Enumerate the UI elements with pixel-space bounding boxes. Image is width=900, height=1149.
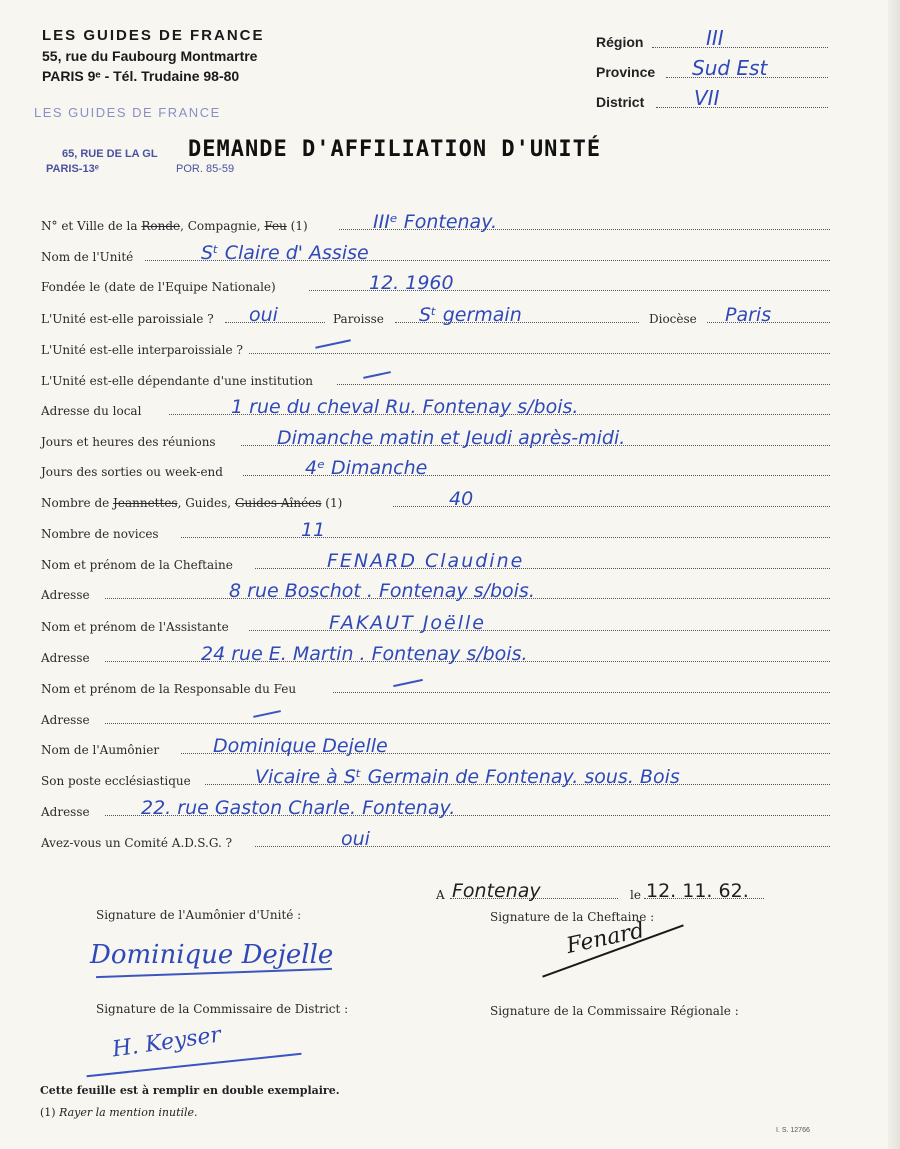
premises-value[interactable]: 1 rue du cheval Ru. Fontenay s/bois.	[231, 396, 579, 418]
district-signature-label: Signature de la Commissaire de District :	[96, 1002, 349, 1016]
novices-value[interactable]: 11	[301, 519, 326, 541]
field-committee	[41, 826, 830, 852]
place-date	[436, 880, 766, 904]
paper-edge	[888, 0, 900, 1149]
field-label: Adresse	[41, 805, 90, 819]
blank-dash	[253, 710, 281, 717]
leader-name-value[interactable]: FENARD Claudine	[327, 550, 525, 572]
field-leader-name	[41, 548, 830, 574]
district-line	[656, 107, 828, 108]
leader-address-value[interactable]: 8 rue Boschot . Fontenay s/bois.	[229, 580, 535, 602]
rubber-stamp	[34, 105, 235, 175]
province-row	[596, 56, 828, 86]
field-label: Nom de l'Aumônier	[41, 743, 160, 757]
regional-signature-label: Signature de la Commissaire Régionale :	[490, 1004, 739, 1018]
field-label: Jours des sorties ou week-end	[41, 465, 223, 479]
parish-answer[interactable]: oui	[249, 304, 278, 326]
field-label: L'Unité est-elle paroissiale ?	[41, 312, 214, 326]
field-fire-name	[41, 672, 830, 698]
label-part: N° et Ville de la	[41, 219, 142, 233]
field-count	[41, 486, 830, 512]
region-block	[596, 26, 828, 116]
district-label: District	[596, 94, 645, 110]
stamp-address: 65, RUE DE LA GL	[62, 148, 158, 160]
field-label: Son poste ecclésiastique	[41, 774, 191, 788]
footer-note: Cette feuille est à remplir en double exemplaire.	[40, 1084, 340, 1097]
committee-value[interactable]: oui	[341, 828, 370, 850]
diocese-value[interactable]: Paris	[725, 304, 772, 326]
label-struck: Guides Aînées	[234, 496, 322, 510]
outings-value[interactable]: 4ᵉ Dimanche	[305, 457, 428, 479]
field-line	[249, 353, 830, 354]
footnote	[40, 1106, 198, 1119]
unit-name-value[interactable]: Sᵗ Claire d' Assise	[201, 242, 369, 264]
field-novices	[41, 517, 830, 543]
count-value[interactable]: 40	[449, 488, 474, 510]
province-value[interactable]: Sud Est	[692, 56, 768, 80]
field-premises	[41, 394, 830, 420]
date-value[interactable]: 12. 11. 62.	[646, 880, 749, 902]
blank-dash	[393, 679, 423, 687]
field-unit-name	[41, 240, 830, 266]
form-title: DEMANDE D'AFFILIATION D'UNITÉ	[188, 137, 602, 162]
place-value[interactable]: Fontenay	[452, 880, 541, 902]
stamp-name: LES GUIDES DE FRANCE	[34, 105, 221, 120]
assistant-name-value[interactable]: FAKAUT Joëlle	[329, 612, 486, 634]
field-label: Adresse	[41, 588, 90, 602]
field-fire-address	[41, 703, 830, 729]
field-line	[105, 723, 830, 724]
stamp-phone: POR. 85-59	[176, 163, 235, 175]
label-part: , Compagnie,	[180, 219, 265, 233]
field-label: Nom de l'Unité	[41, 250, 134, 264]
district-signature[interactable]: H. Keyser	[110, 1022, 223, 1063]
district-value[interactable]: VII	[694, 86, 720, 110]
diocese-label: Diocèse	[649, 312, 697, 326]
chaplain-signature-label: Signature de l'Aumônier d'Unité :	[96, 908, 302, 922]
district-row	[596, 86, 828, 116]
field-parish	[41, 302, 830, 328]
field-meetings	[41, 425, 830, 451]
parish-label: Paroisse	[333, 312, 384, 326]
blank-dash	[363, 371, 391, 378]
blank-dash	[315, 339, 351, 348]
field-label: Nom et prénom de la Responsable du Feu	[41, 682, 297, 696]
field-label: Fondée le (date de l'Equipe Nationale)	[41, 280, 276, 294]
field-chaplain-name	[41, 733, 830, 759]
field-line	[333, 692, 830, 693]
label-part: , Guides,	[177, 496, 235, 510]
footnote-text: Rayer la mention inutile.	[59, 1106, 198, 1119]
chaplain-signature[interactable]: Dominique Dejelle	[90, 940, 334, 970]
label-struck: Ronde	[141, 219, 181, 233]
field-line	[181, 537, 830, 538]
field-line	[337, 384, 830, 385]
region-line	[652, 47, 828, 48]
field-label	[41, 496, 342, 510]
field-label: Jours et heures des réunions	[41, 435, 216, 449]
assistant-address-value[interactable]: 24 rue E. Martin . Fontenay s/bois.	[201, 643, 528, 665]
place-prefix: A	[436, 888, 445, 902]
field-label: Avez-vous un Comité A.D.S.G. ?	[41, 836, 233, 850]
label-struck: Feu	[264, 219, 287, 233]
field-label: L'Unité est-elle interparoissiale ?	[41, 343, 243, 357]
field-institution	[41, 364, 830, 390]
field-chaplain-post	[41, 764, 830, 790]
org-name: LES GUIDES DE FRANCE	[42, 27, 265, 44]
organisation-header	[42, 26, 265, 86]
field-label: Adresse du local	[41, 404, 142, 418]
print-reference: I. S. 12766	[776, 1127, 810, 1134]
leader-signature-label: Signature de la Cheftaine :	[490, 910, 655, 924]
footnote-number: (1)	[40, 1106, 56, 1119]
field-chaplain-address	[41, 795, 830, 821]
label-part: (1)	[286, 219, 308, 233]
unit-number-value[interactable]: IIIᵉ Fontenay.	[373, 211, 498, 233]
field-label: Nom et prénom de l'Assistante	[41, 620, 229, 634]
field-leader-address	[41, 578, 830, 604]
field-label: L'Unité est-elle dépendante d'une institution	[41, 374, 314, 388]
field-label: Nombre de novices	[41, 527, 159, 541]
region-label: Région	[596, 34, 644, 50]
label-part: Nombre de	[41, 496, 114, 510]
field-outings	[41, 455, 830, 481]
parish-value[interactable]: Sᵗ germain	[419, 304, 522, 326]
region-value[interactable]: III	[706, 26, 724, 50]
province-label: Province	[596, 64, 656, 80]
org-city-phone: PARIS 9ᵉ - Tél. Trudaine 98-80	[42, 68, 240, 84]
field-interparish	[41, 333, 830, 359]
field-unit-number	[41, 209, 830, 235]
label-struck: Jeannettes	[113, 496, 178, 510]
chaplain-address-value[interactable]: 22. rue Gaston Charle. Fontenay.	[141, 797, 456, 819]
field-label: Adresse	[41, 651, 90, 665]
founded-value[interactable]: 12. 1960	[369, 272, 454, 294]
field-label: Adresse	[41, 713, 90, 727]
field-assistant-name	[41, 610, 830, 636]
field-assistant-address	[41, 641, 830, 667]
org-address: 55, rue du Faubourg Montmartre	[42, 48, 258, 64]
field-label: Nom et prénom de la Cheftaine	[41, 558, 233, 572]
field-label	[41, 219, 308, 233]
label-part: (1)	[321, 496, 343, 510]
chaplain-post-value[interactable]: Vicaire à Sᵗ Germain de Fontenay. sous. Bois	[255, 766, 680, 788]
stamp-city: PARIS-13ᵉ	[46, 163, 99, 175]
region-row	[596, 26, 828, 56]
chaplain-name-value[interactable]: Dominique Dejelle	[213, 735, 388, 757]
meetings-value[interactable]: Dimanche matin et Jeudi après-midi.	[277, 427, 626, 449]
field-founded	[41, 270, 830, 296]
date-prefix: le	[630, 888, 641, 902]
leader-signature[interactable]: Fenard	[564, 918, 647, 959]
